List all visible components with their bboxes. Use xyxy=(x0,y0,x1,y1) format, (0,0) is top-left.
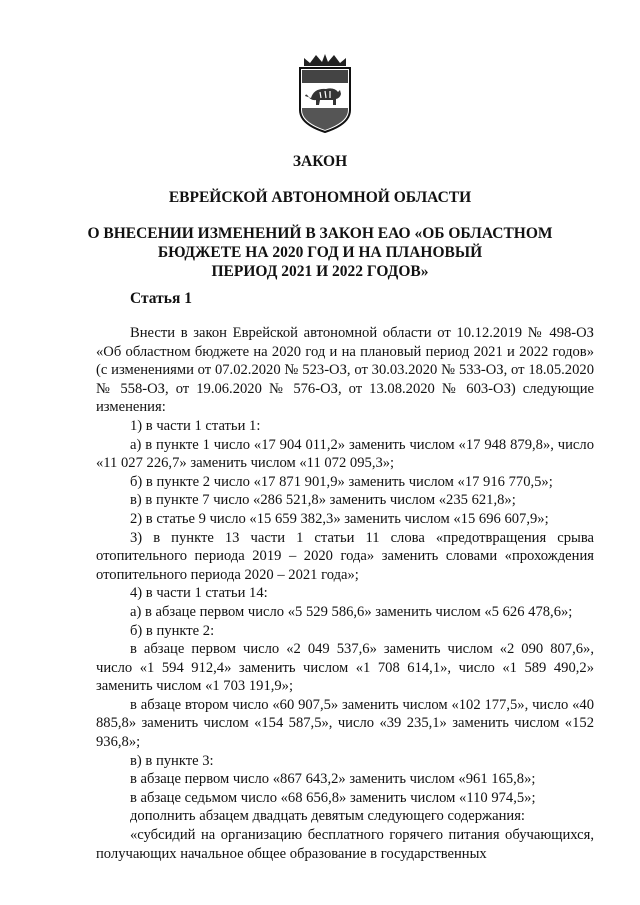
paragraph: б) в пункте 2 число «17 871 901,9» заменить числом «17 916 770,5»; xyxy=(130,473,553,490)
paragraph: 3) в пункте 13 части 1 статьи 11 слова «предотвращения срыва отопительного периода 2019 – 2020 года» заменить словами «прохождения отопительного периода 2020 – 2021 года»; xyxy=(96,529,594,583)
paragraph: 2) в статье 9 число «15 659 382,3» заменить числом «15 696 607,9»; xyxy=(130,510,549,527)
paragraph: дополнить абзацем двадцать девятым следующего содержания: xyxy=(130,808,525,825)
paragraph: в абзаце втором число «60 907,5» заменить числом «102 177,5», число «40 885,8» заменить числом «154 587,5», число «39 235,1» заменить числом «152 936,8»; xyxy=(96,696,594,751)
paragraph: в) в пункте 3: xyxy=(130,752,214,769)
law-title-line: БЮДЖЕТЕ НА 2020 ГОД И НА ПЛАНОВЫЙ xyxy=(157,244,483,261)
document-body xyxy=(96,324,594,863)
law-title xyxy=(0,224,640,281)
paragraph: «субсидий на организацию бесплатного горячего питания обучающихся, получающих начальное общее образование в государственных xyxy=(96,827,594,862)
paragraph: в абзаце первом число «867 643,2» заменить числом «961 165,8»; xyxy=(130,771,536,788)
paragraph: а) в абзаце первом число «5 529 586,6» заменить числом «5 626 478,6»; xyxy=(130,603,573,620)
region-heading: ЕВРЕЙСКОЙ АВТОНОМНОЙ ОБЛАСТИ xyxy=(168,189,472,206)
paragraph: 1) в части 1 статьи 1: xyxy=(130,417,261,434)
paragraph: 4) в части 1 статьи 14: xyxy=(130,585,268,602)
paragraph: в) в пункте 7 число «286 521,8» заменить числом «235 621,8»; xyxy=(130,492,516,509)
law-title-line: ПЕРИОД 2021 И 2022 ГОДОВ» xyxy=(211,263,429,280)
coat-of-arms-emblem xyxy=(296,52,354,134)
article-heading: Статья 1 xyxy=(130,290,192,307)
law-title-line: О ВНЕСЕНИИ ИЗМЕНЕНИЙ В ЗАКОН ЕАО «ОБ ОБЛАСТНОМ xyxy=(87,225,553,242)
paragraph: Внести в закон Еврейской автономной области от 10.12.2019 № 498-ОЗ «Об областном бюджете на 2020 год и на плановый период 2021 и 2022 годов» (с изменениями от 07.02.2020 № 523-ОЗ, от 30.03.2020 № 533-ОЗ, от 18.05.2020 № 558-ОЗ, от 19.06.2020 № 576-ОЗ, от 13.08.2020 № 603-ОЗ) следующие изменения: xyxy=(96,325,594,416)
paragraph: б) в пункте 2: xyxy=(130,622,215,639)
paragraph: а) в пункте 1 число «17 904 011,2» заменить числом «17 948 879,8», число «11 027 226,7» заменить числом «11 072 095,3»; xyxy=(96,436,594,472)
paragraph: в абзаце седьмом число «68 656,8» заменить числом «110 974,5»; xyxy=(130,789,536,806)
document-type-heading: ЗАКОН xyxy=(292,153,348,170)
paragraph: в абзаце первом число «2 049 537,6» заменить числом «2 090 807,6», число «1 594 912,4» заменить числом «1 708 614,1», число «1 589 490,2» заменить числом «1 703 191,9»; xyxy=(96,641,594,695)
